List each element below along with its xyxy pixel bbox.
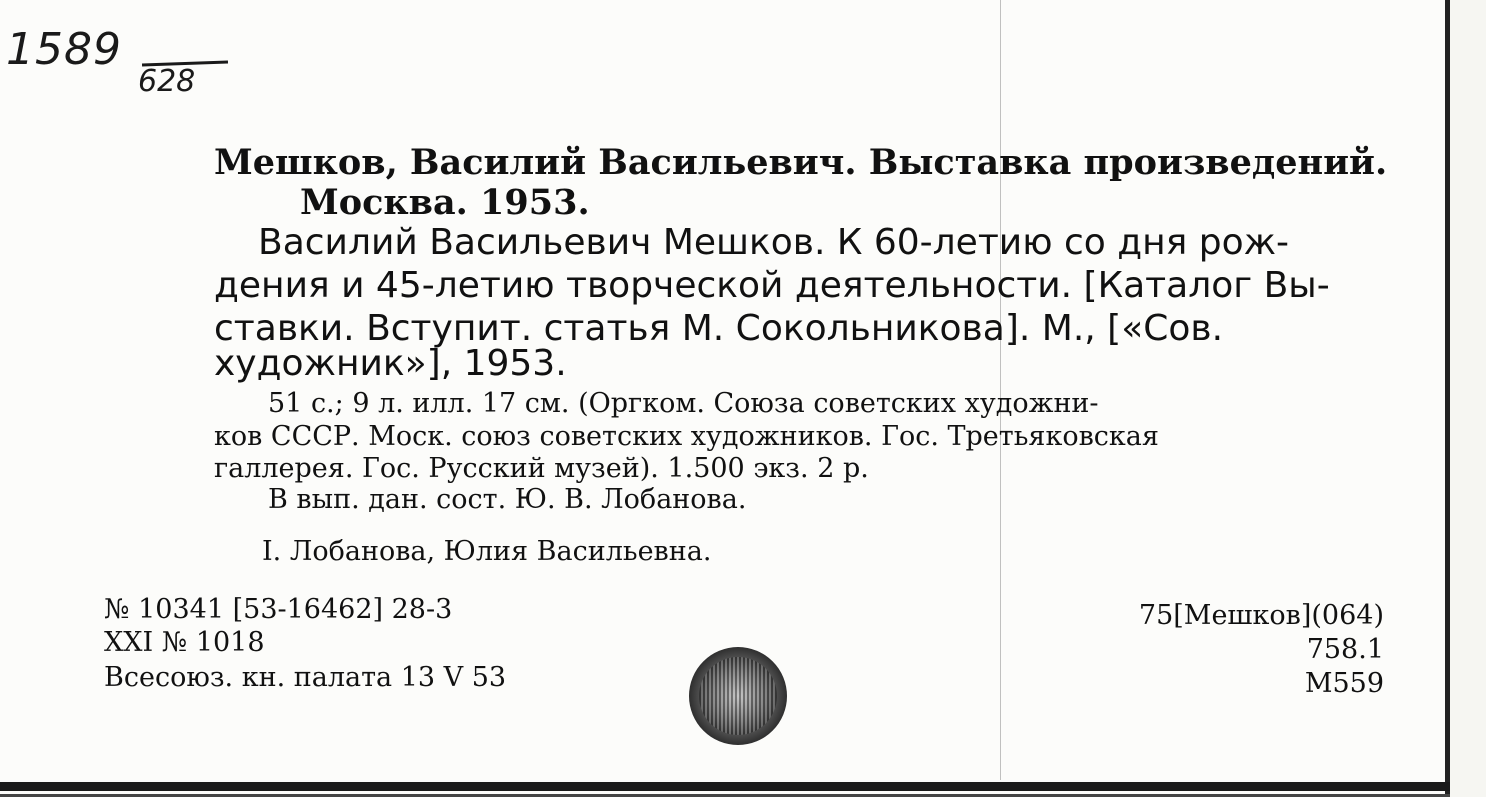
- tracing: I. Лобанова, Юлия Васильевна.: [262, 536, 712, 567]
- collation-line-1: 51 с.; 9 л. илл. 17 см. (Оргком. Союза советских художни-: [268, 388, 1099, 419]
- heading-line-1: Мешков, Василий Васильевич. Выставка произведений.: [214, 142, 1388, 183]
- description-line-3: ставки. Вступит. статья М. Сокольникова]. М., [«Сов.: [214, 308, 1224, 349]
- udc-code: 758.1: [1306, 634, 1384, 665]
- card-edge: [1450, 0, 1486, 797]
- handwritten-number: 1589: [6, 24, 122, 75]
- handwritten-sub-number: 628: [138, 64, 196, 99]
- heading-line-2: Москва. 1953.: [300, 182, 590, 223]
- author-mark: М559: [1304, 668, 1384, 699]
- card-border-bottom: [0, 782, 1450, 791]
- footer-left-1: № 10341 [53-16462] 28-3: [104, 594, 453, 625]
- description-line-2: дения и 45-летию творческой деятельности. [Каталог Вы-: [214, 265, 1330, 306]
- collation-line-2: ков СССР. Моск. союз советских художников. Гос. Третьяковская: [214, 421, 1159, 452]
- classification-code: 75[Мешков](064): [1138, 600, 1384, 631]
- compiler-note: В вып. дан. сост. Ю. В. Лобанова.: [268, 484, 747, 515]
- footer-left-2: XXI № 1018: [104, 627, 265, 658]
- punched-hole-stamp: [689, 647, 787, 745]
- footer-left-3: Всесоюз. кн. палата 13 V 53: [104, 662, 507, 693]
- collation-line-3: галлерея. Гос. Русский музей). 1.500 экз. 2 р.: [214, 453, 869, 484]
- card-border-right: [1445, 0, 1450, 797]
- description-line-4: художник»], 1953.: [214, 343, 567, 384]
- description-line-1: Василий Васильевич Мешков. К 60-летию со дня рож-: [258, 222, 1290, 263]
